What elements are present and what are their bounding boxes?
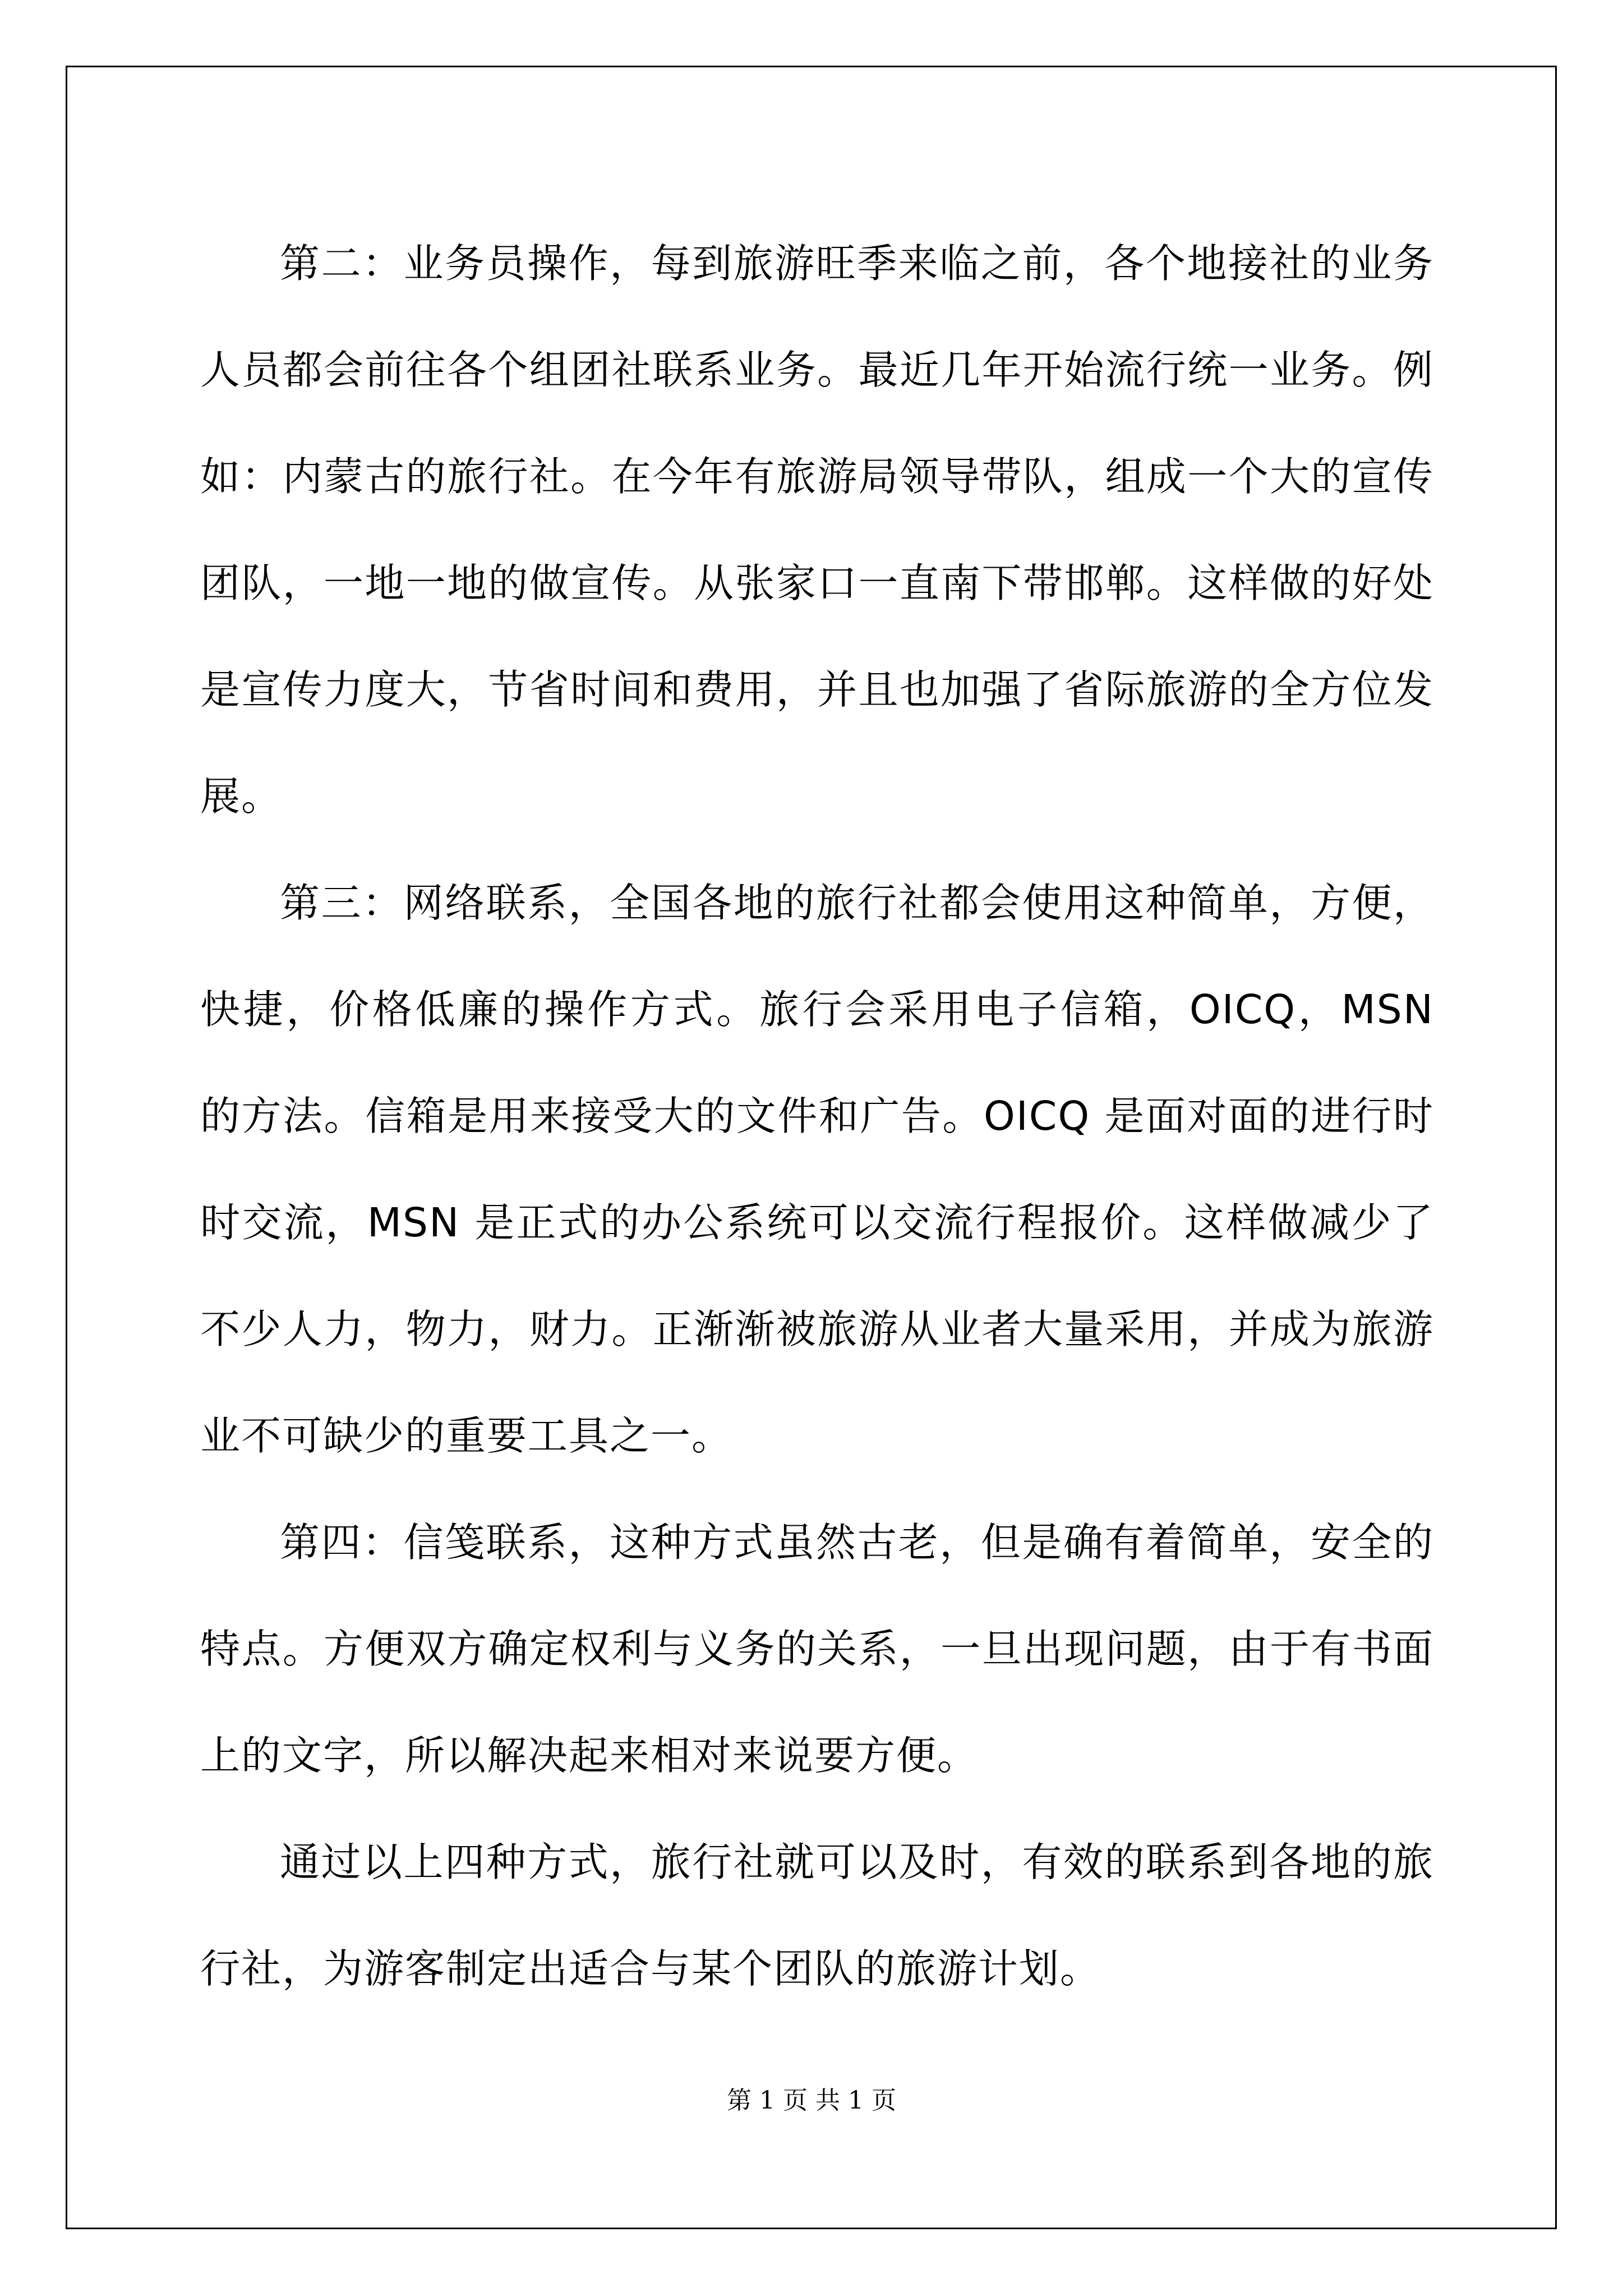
document-body [200, 210, 1434, 2022]
paragraph-summary: 通过以上四种方式，旅行社就可以及时，有效的联系到各地的旅行社，为游客制定出适合与某个团队的旅游计划。 [200, 1839, 1434, 1992]
page-number-footer: 第 1 页 共 1 页 [727, 2086, 896, 2115]
paragraph-3: 第三：网络联系，全国各地的旅行社都会使用这种简单，方便，快捷，价格低廉的操作方式。旅行会采用电子信箱，OICQ，MSN 的方法。信箱是用来接受大的文件和广告。OICQ 是面对面的进行时时交流，MSN 是正式的办公系统可以交流行程报价。这样做减少了不少人力，物力，财力。正渐渐被旅游从业者大量采用，并成为旅游业不可缺少的重要工具之一。 [200, 880, 1434, 1459]
paragraph-2: 第二：业务员操作，每到旅游旺季来临之前，各个地接社的业务人员都会前往各个组团社联系业务。最近几年开始流行统一业务。例如：内蒙古的旅行社。在今年有旅游局领导带队，组成一个大的宣传团队，一地一地的做宣传。从张家口一直南下带邯郸。这样做的好处是宣传力度大，节省时间和费用，并且也加强了省际旅游的全方位发展。 [200, 240, 1434, 820]
paragraph-4: 第四：信笺联系，这种方式虽然古老，但是确有着简单，安全的特点。方便双方确定权利与义务的关系，一旦出现问题，由于有书面上的文字，所以解决起来相对来说要方便。 [200, 1519, 1434, 1779]
